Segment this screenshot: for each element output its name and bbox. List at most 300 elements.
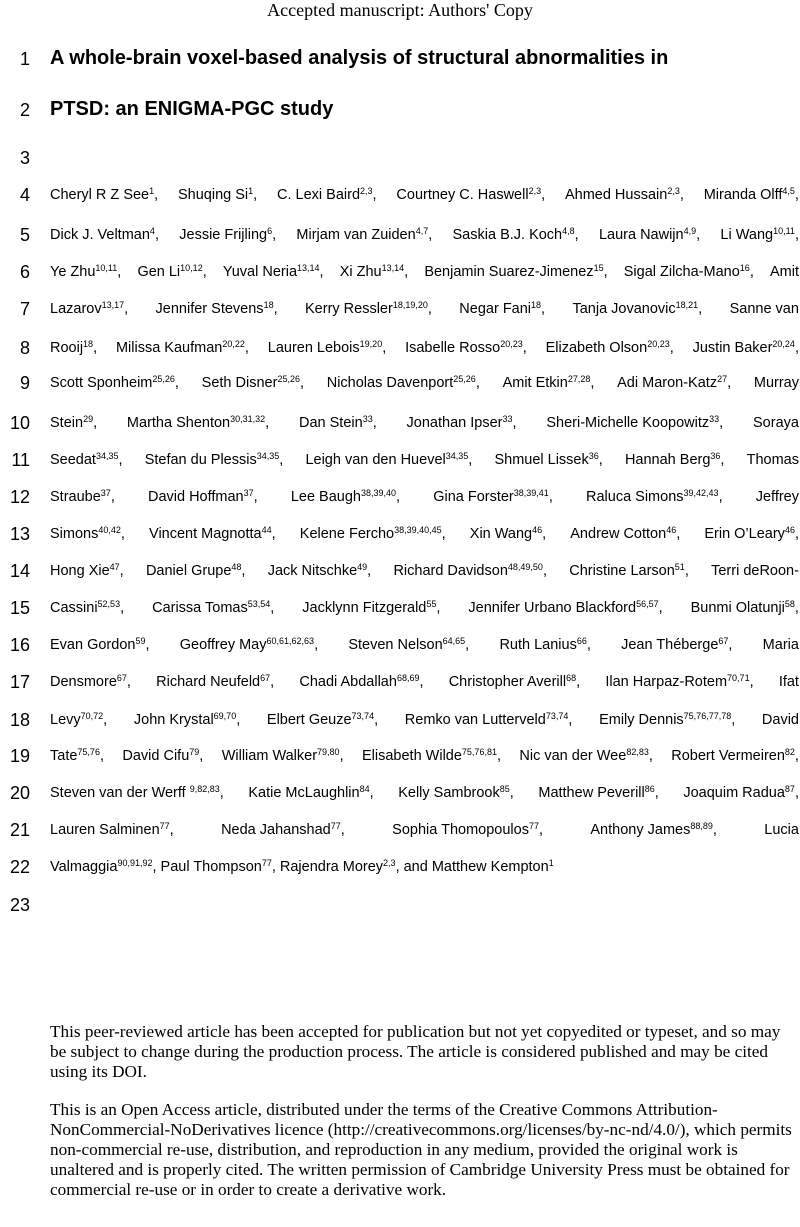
author-name-text: Shuqing Si — [178, 187, 249, 203]
author-name — [50, 820, 174, 840]
affiliation-superscript: 79,80 — [317, 747, 340, 757]
author-name-text: Jonathan Ipser — [406, 415, 503, 431]
author-name — [405, 338, 527, 358]
author-name — [570, 524, 680, 544]
author-separator: , — [241, 563, 246, 579]
affiliation-superscript: 46 — [666, 525, 677, 535]
author-name-text: Amit Etkin — [502, 375, 568, 391]
affiliation-superscript: 2,3 — [383, 858, 396, 868]
line-number: 15 — [9, 598, 30, 618]
affiliation-superscript: 25,26 — [453, 374, 476, 384]
affiliation-superscript: 1 — [548, 858, 554, 868]
author-name-text: Levy — [50, 712, 81, 728]
author-name-text: Li Wang — [720, 227, 774, 243]
affiliation-superscript: 36 — [710, 451, 721, 461]
author-line — [50, 598, 799, 618]
author-line — [50, 373, 799, 393]
author-separator: , — [648, 748, 653, 764]
author-separator: , — [404, 264, 409, 280]
affiliation-superscript: 47 — [109, 562, 120, 572]
notice-paragraph: This peer-reviewed article has been accepted for publication but not yet copyedited or typeset, and so may be subject to change during the production process. The article is considered published and may be cited using its DOI. — [50, 1022, 781, 1081]
author-name-text: Martha Shenton — [126, 415, 231, 431]
affiliation-superscript: 60,61,62,63 — [266, 636, 315, 646]
affiliation-superscript: 1 — [149, 186, 155, 196]
author-separator: , — [522, 340, 527, 356]
line-number: 7 — [19, 299, 30, 319]
author-separator: , — [658, 600, 663, 616]
line-number: 9 — [19, 373, 30, 393]
author-name — [720, 225, 799, 245]
author-separator: , — [586, 637, 591, 653]
author-separator: , — [396, 489, 401, 505]
author-name-text: Paul Thompson — [160, 859, 262, 875]
author-separator: , — [794, 526, 799, 542]
author-name-text: Robert Vermeiren — [671, 748, 785, 764]
affiliation-superscript: 36 — [588, 451, 599, 461]
author-name-text: Sanne van — [729, 301, 799, 317]
author-separator: , — [174, 375, 179, 391]
author-name-text: William Walker — [221, 748, 318, 764]
affiliation-superscript: 82,83 — [626, 747, 649, 757]
author-name-text: and Matthew Kempton — [403, 859, 549, 875]
author-separator: , — [120, 526, 125, 542]
author-name-text: Neda Jahanshad — [221, 822, 331, 838]
affiliation-superscript: 40,42 — [98, 525, 121, 535]
author-separator: , — [372, 187, 377, 203]
author-separator: , — [169, 822, 174, 838]
author-separator: , — [120, 600, 125, 616]
author-name-text: Mirjam van Zuiden — [296, 227, 416, 243]
author-name — [572, 299, 702, 319]
author-name — [50, 635, 150, 655]
author-name-text: Gina Forster — [433, 489, 514, 505]
author-name-text: Dick J. Veltman — [50, 227, 150, 243]
author-name-text: Geoffrey May — [179, 637, 267, 653]
author-separator: , — [541, 301, 546, 317]
author-separator: , — [124, 301, 129, 317]
author-name-text: Rooij — [50, 340, 84, 356]
affiliation-superscript: 48,49,50 — [507, 562, 543, 572]
line-number: 14 — [9, 561, 30, 581]
line-number: 5 — [19, 225, 30, 245]
affiliation-superscript: 90,91,92 — [117, 858, 153, 868]
author-separator: , — [382, 340, 387, 356]
author-separator: , — [669, 340, 674, 356]
affiliation-superscript: 18 — [263, 300, 274, 310]
line-number: 20 — [9, 783, 30, 803]
author-name — [134, 710, 240, 730]
affiliation-superscript: 38,39,41 — [513, 488, 549, 498]
author-separator: , — [441, 526, 446, 542]
author-name — [586, 487, 723, 507]
author-separator: , — [273, 301, 278, 317]
author-name-text: Lazarov — [50, 301, 102, 317]
affiliation-superscript: 37 — [243, 488, 254, 498]
author-name — [50, 450, 123, 470]
author-name-text: Rajendra Morey — [279, 859, 384, 875]
author-name-text: Ilan Harpaz-Rotem — [605, 674, 728, 690]
author-name — [405, 710, 573, 730]
author-name-text: Jennifer Urbano Blackford — [468, 600, 637, 616]
author-name-text: Simons — [50, 526, 99, 542]
author-separator: , — [541, 187, 546, 203]
author-name — [362, 746, 501, 766]
author-name-text: Jean Théberge — [621, 637, 719, 653]
author-separator: , — [427, 301, 432, 317]
author-name — [599, 710, 735, 730]
affiliation-superscript: 68,69 — [396, 673, 420, 683]
affiliation-superscript: 49 — [357, 562, 368, 572]
author-separator: , — [202, 264, 207, 280]
author-name-text: Ifat — [778, 674, 799, 690]
affiliation-superscript: 75,76,77,78 — [683, 711, 732, 721]
author-name-text: Seedat — [50, 452, 96, 468]
author-name-text: Yuval Neria — [222, 264, 298, 280]
author-separator: , — [590, 375, 595, 391]
author-name-text: Raluca Simons — [586, 489, 684, 505]
author-name — [222, 746, 344, 766]
author-separator: , — [749, 264, 754, 280]
line-number: 6 — [19, 262, 30, 282]
author-line — [50, 672, 799, 692]
author-name — [50, 672, 131, 692]
affiliation-superscript: 48 — [231, 562, 242, 572]
author-name-text: Hannah Berg — [624, 452, 711, 468]
author-separator: , — [126, 674, 131, 690]
author-name-text: Chadi Abdallah — [299, 674, 397, 690]
author-name-text: Benjamin Suarez-Jimenez — [424, 264, 594, 280]
author-separator: , — [465, 637, 470, 653]
author-separator: , — [253, 187, 258, 203]
author-separator: , — [145, 637, 150, 653]
author-separator: , — [576, 674, 581, 690]
author-separator: , — [509, 785, 514, 801]
author-separator: , — [271, 859, 276, 875]
author-name — [449, 672, 580, 692]
author-separator: , — [679, 187, 684, 203]
author-name-text: Amit — [769, 264, 799, 280]
affiliation-superscript: 18 — [531, 300, 542, 310]
author-name — [50, 413, 97, 433]
author-name — [730, 299, 799, 319]
author-name — [50, 299, 128, 319]
author-name-text: Remko van Lutterveld — [404, 712, 546, 728]
author-name — [145, 450, 284, 470]
author-name — [50, 710, 107, 730]
author-name-text: John Krystal — [133, 712, 214, 728]
author-name — [763, 635, 799, 655]
affiliation-superscript: 46 — [784, 525, 795, 535]
author-separator: , — [270, 600, 275, 616]
author-separator: , — [728, 637, 733, 653]
author-name — [122, 746, 203, 766]
affiliation-superscript: 84 — [359, 784, 370, 794]
author-name — [569, 561, 689, 581]
author-name-text: Katie McLaughlin — [248, 785, 360, 801]
author-line — [50, 450, 799, 470]
author-name — [50, 524, 125, 544]
author-separator: , — [279, 452, 284, 468]
author-name — [519, 746, 652, 766]
affiliation-superscript: 79 — [189, 747, 200, 757]
author-separator: , — [374, 712, 379, 728]
author-separator: , — [93, 415, 98, 431]
author-name — [148, 487, 258, 507]
line-number: 19 — [9, 746, 30, 766]
author-name — [327, 373, 480, 393]
author-name — [50, 598, 124, 618]
author-name-text: Jacklynn Fitzgerald — [302, 600, 427, 616]
author-name-text: Seth Disner — [201, 375, 278, 391]
author-separator: , — [419, 674, 424, 690]
author-separator: , — [568, 712, 573, 728]
line-number: 1 — [19, 49, 30, 69]
author-name-text: Scott Sponheim — [50, 375, 153, 391]
affiliation-superscript: 27,28 — [567, 374, 591, 384]
author-separator: , — [103, 712, 108, 728]
author-name-text: Thomas — [746, 452, 799, 468]
author-name-text: Valmaggia — [50, 859, 118, 875]
author-name-text: Andrew Cotton — [570, 526, 667, 542]
affiliation-superscript: 85 — [499, 784, 510, 794]
affiliation-superscript: 25,26 — [277, 374, 300, 384]
author-separator: , — [542, 563, 547, 579]
author-name-text: Lucia — [764, 822, 799, 838]
line-number: 23 — [9, 895, 30, 915]
author-name — [305, 299, 432, 319]
author-name-text: Evan Gordon — [50, 637, 136, 653]
author-name — [223, 262, 324, 282]
author-line — [50, 635, 799, 655]
author-name — [161, 857, 276, 877]
author-name — [590, 820, 717, 840]
author-line — [50, 225, 799, 245]
affiliation-superscript: 38,39,40,45 — [394, 525, 442, 535]
author-name — [127, 413, 269, 433]
author-name — [277, 185, 377, 205]
author-name-text: Lauren Lebois — [267, 340, 360, 356]
author-name-text: Shmuel Lissek — [494, 452, 589, 468]
author-separator: , — [154, 227, 159, 243]
author-line — [50, 746, 799, 766]
author-name — [704, 524, 799, 544]
author-name-text: Lee Baugh — [290, 489, 361, 505]
affiliation-superscript: 18 — [83, 339, 94, 349]
author-name-text: Cheryl R Z See — [50, 187, 150, 203]
author-name-text: David Cifu — [122, 748, 190, 764]
author-name-text: Elisabeth Wilde — [361, 748, 462, 764]
affiliation-superscript: 75,76 — [77, 747, 100, 757]
affiliation-superscript: 20,24 — [772, 339, 795, 349]
affiliation-superscript: 73,74 — [545, 711, 569, 721]
author-separator: , — [369, 785, 374, 801]
author-name-text: Miranda Olff — [703, 187, 783, 203]
author-separator: , — [794, 748, 799, 764]
author-separator: , — [314, 637, 319, 653]
author-separator: , — [676, 526, 681, 542]
author-name — [396, 185, 545, 205]
affiliation-superscript: 53,54 — [247, 599, 271, 609]
author-name — [753, 413, 799, 433]
author-name — [50, 225, 159, 245]
author-line — [50, 185, 799, 205]
author-name — [624, 262, 754, 282]
author-name-text: Murray — [753, 375, 799, 391]
affiliation-superscript: 20,23 — [647, 339, 670, 349]
author-name-text: Ye Zhu — [50, 264, 96, 280]
author-name-text: Cassini — [50, 600, 98, 616]
author-name — [756, 487, 799, 507]
author-name — [180, 635, 318, 655]
author-name-text: Courtney C. Haswell — [396, 187, 529, 203]
affiliation-superscript: 18,21 — [675, 300, 699, 310]
author-name — [711, 561, 799, 581]
author-name — [453, 225, 579, 245]
affiliation-superscript: 75,76,81 — [461, 747, 497, 757]
affiliation-superscript: 13,17 — [101, 300, 125, 310]
author-name — [156, 299, 278, 319]
author-line — [50, 524, 799, 544]
author-line — [50, 262, 799, 282]
author-name — [546, 338, 674, 358]
author-name — [305, 450, 472, 470]
author-name-text: Richard Davidson — [393, 563, 508, 579]
affiliation-superscript: 77 — [528, 821, 539, 831]
author-name-text: Stefan du Plessis — [144, 452, 257, 468]
author-separator: , — [574, 227, 579, 243]
author-separator: , — [199, 748, 204, 764]
author-name-text: Maria — [762, 637, 799, 653]
author-name-text: Kelly Sambrook — [398, 785, 500, 801]
author-separator: , — [118, 452, 123, 468]
affiliation-superscript: 34,35 — [256, 451, 280, 461]
author-separator: , — [794, 340, 799, 356]
author-name-text: Nicholas Davenport — [326, 375, 454, 391]
affiliation-superscript: 46 — [532, 525, 543, 535]
author-name — [146, 561, 245, 581]
affiliation-superscript: 52,53 — [97, 599, 121, 609]
author-name-text: Ruth Lanius — [499, 637, 577, 653]
author-name — [137, 262, 206, 282]
affiliation-superscript: 59 — [135, 636, 146, 646]
author-separator: , — [698, 301, 703, 317]
author-name-text: Straube — [50, 489, 101, 505]
affiliation-superscript: 29 — [83, 414, 94, 424]
author-separator: , — [512, 415, 517, 431]
author-separator: , — [319, 264, 324, 280]
author-name-text: Bunmi Olatunji — [690, 600, 785, 616]
author-separator: , — [794, 187, 799, 203]
author-name — [671, 746, 799, 766]
author-name — [754, 373, 799, 393]
author-name-text: Christopher Averill — [448, 674, 567, 690]
author-line — [50, 338, 799, 358]
author-name — [404, 857, 554, 877]
author-name — [764, 820, 799, 840]
affiliation-superscript: 16 — [739, 263, 750, 273]
author-name — [280, 857, 400, 877]
affiliation-superscript: 70,71 — [727, 673, 750, 683]
author-name — [116, 338, 249, 358]
author-name-text: David Hoffman — [147, 489, 244, 505]
affiliation-superscript: 10,11 — [95, 263, 118, 273]
affiliation-superscript: 15 — [593, 263, 604, 273]
author-separator: , — [542, 526, 547, 542]
affiliation-superscript: 87 — [784, 784, 795, 794]
author-name-text: Joaquim Radua — [683, 785, 785, 801]
author-name-text: Terri deRoon- — [711, 563, 799, 579]
title-line: A whole-brain voxel-based analysis of structural abnormalities in — [50, 47, 669, 69]
author-name-text: Hong Xie — [50, 563, 110, 579]
author-name-text: Adi Maron-Katz — [617, 375, 718, 391]
author-name-text: Erin O’Leary — [704, 526, 785, 542]
author-separator: , — [272, 227, 277, 243]
author-name — [152, 598, 274, 618]
author-name — [779, 672, 799, 692]
author-line — [50, 487, 799, 507]
author-separator: , — [548, 489, 553, 505]
author-separator: , — [99, 748, 104, 764]
author-separator: , — [720, 452, 725, 468]
author-name-text: Sophia Thomopoulos — [392, 822, 529, 838]
author-separator: , — [712, 822, 717, 838]
author-separator: , — [117, 264, 122, 280]
affiliation-superscript: 10,12 — [180, 263, 203, 273]
author-separator: , — [436, 600, 441, 616]
author-name — [704, 185, 799, 205]
author-line — [50, 561, 799, 581]
affiliation-superscript: 82 — [784, 747, 795, 757]
author-separator: , — [603, 264, 608, 280]
author-separator: , — [794, 785, 799, 801]
author-name — [267, 710, 378, 730]
author-separator: , — [244, 340, 249, 356]
author-name — [50, 487, 115, 507]
author-name — [433, 487, 553, 507]
affiliation-superscript: 73,74 — [351, 711, 375, 721]
affiliation-superscript: 19,20 — [359, 339, 383, 349]
affiliation-superscript: 67 — [116, 673, 127, 683]
author-separator: , — [727, 375, 732, 391]
affiliation-superscript: 44 — [261, 525, 272, 535]
line-number: 16 — [9, 635, 30, 655]
author-name-text: Emily Dennis — [599, 712, 684, 728]
line-number: 22 — [9, 857, 30, 877]
affiliation-superscript: 68 — [566, 673, 577, 683]
affiliation-superscript: 4,9 — [683, 226, 697, 236]
affiliation-superscript: 67 — [260, 673, 271, 683]
author-separator: , — [696, 227, 701, 243]
affiliation-superscript: 18,19,20 — [392, 300, 428, 310]
author-separator: , — [367, 563, 372, 579]
author-name — [392, 820, 543, 840]
author-separator: , — [339, 748, 344, 764]
author-line — [50, 299, 799, 319]
affiliation-superscript: 25,26 — [152, 374, 175, 384]
affiliation-superscript: 6 — [267, 226, 273, 236]
author-name — [503, 373, 595, 393]
author-separator: , — [93, 340, 98, 356]
affiliation-superscript: 20,22 — [222, 339, 245, 349]
line-number: 8 — [19, 338, 30, 358]
author-name-text: Laura Nawijn — [598, 227, 684, 243]
author-name-text: Elbert Geuze — [266, 712, 352, 728]
affiliation-superscript: 34,35 — [445, 451, 469, 461]
author-name — [156, 672, 274, 692]
author-name-text: Stein — [50, 415, 84, 431]
author-name — [299, 413, 377, 433]
author-name-text: Christine Larson — [569, 563, 675, 579]
